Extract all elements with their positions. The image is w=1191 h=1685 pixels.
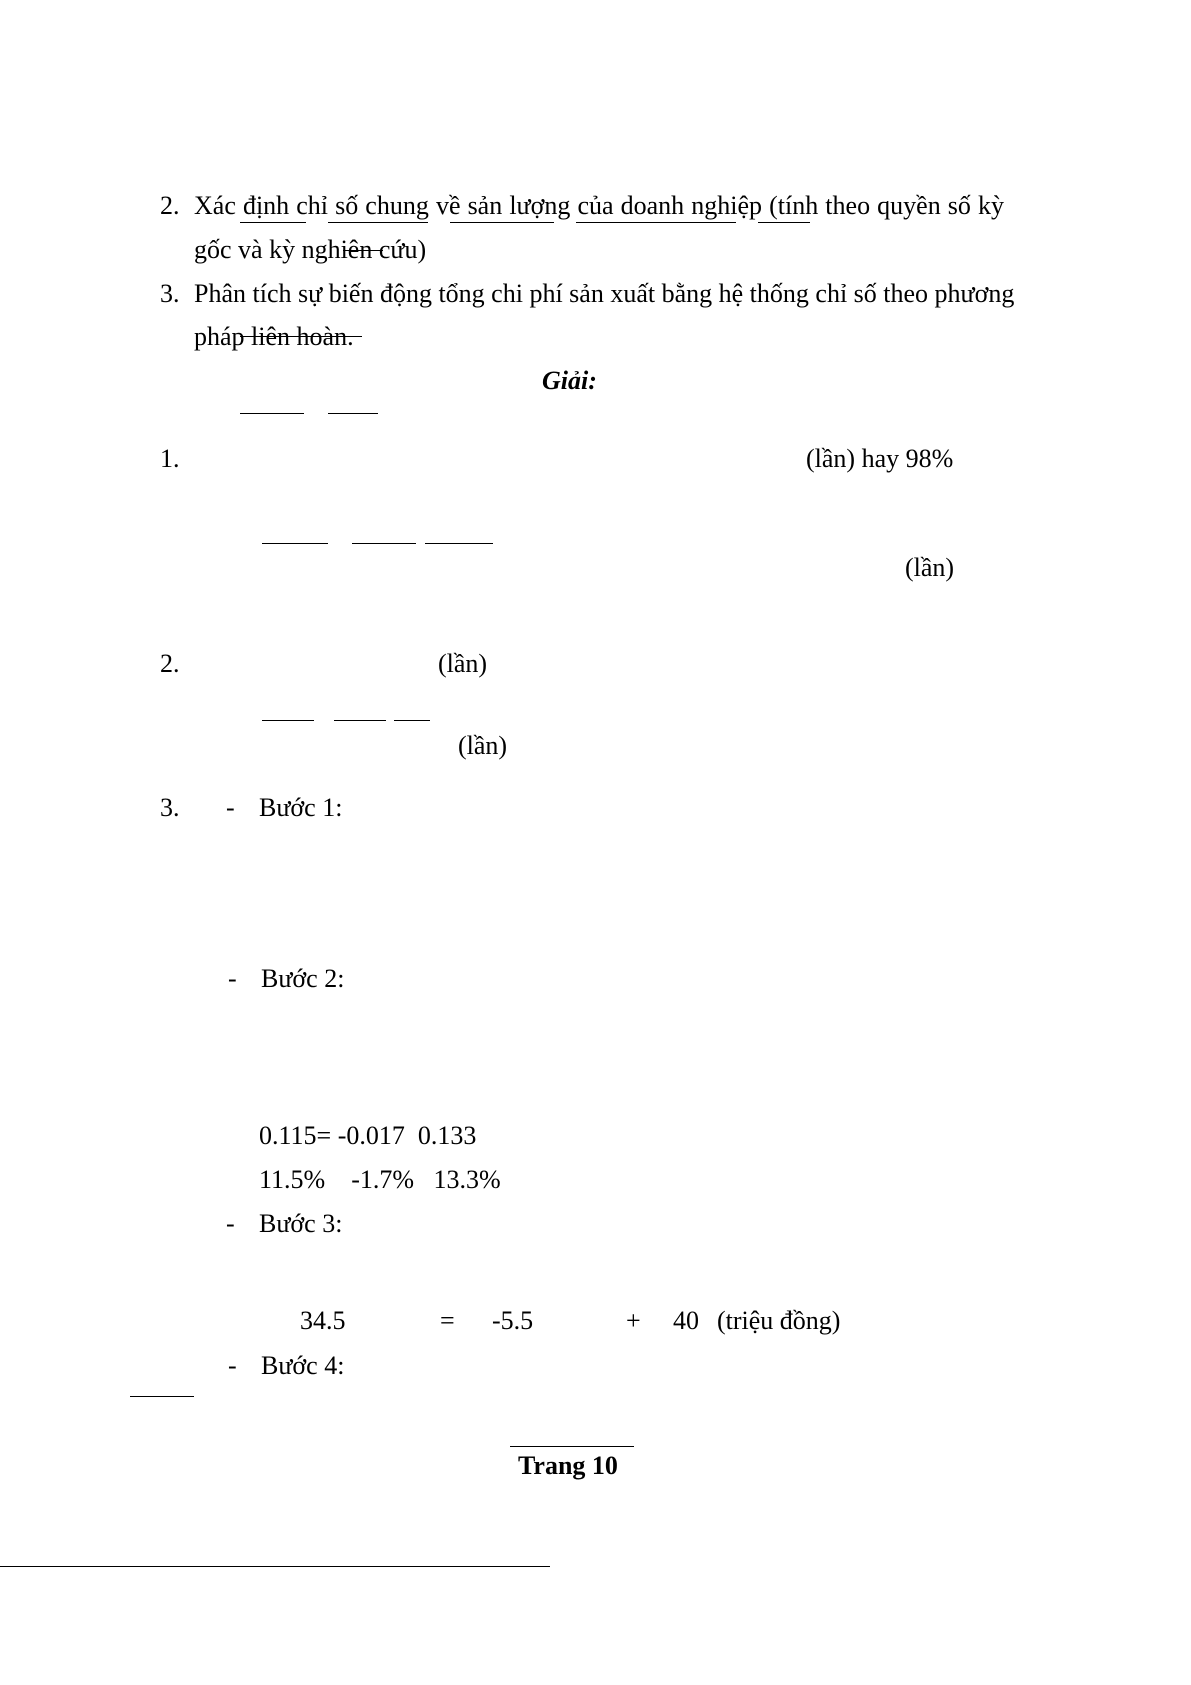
- answer-1-result-2: (lần): [905, 553, 955, 582]
- underline-mark: [758, 222, 810, 223]
- question-3-line-2: pháp liên hoàn.: [194, 322, 354, 351]
- step-3-label: Bước 3:: [259, 1209, 343, 1238]
- step-2-dash: -: [228, 964, 237, 993]
- absolute-plus: +: [626, 1306, 641, 1335]
- fraction-bar: [240, 413, 304, 414]
- fraction-bar: [262, 543, 328, 544]
- bottom-rule: [0, 1566, 550, 1567]
- absolute-unit: (triệu đồng): [717, 1306, 841, 1335]
- question-3-number: 3.: [160, 279, 180, 308]
- fraction-bar: [334, 720, 386, 721]
- step-4-dash: -: [228, 1351, 237, 1380]
- step-2-label: Bước 2:: [261, 964, 345, 993]
- step-1-dash: -: [226, 793, 235, 822]
- page-number: Trang 10: [518, 1451, 618, 1480]
- answer-3-number: 3.: [160, 793, 180, 822]
- absolute-equals: =: [440, 1306, 455, 1335]
- fraction-bar: [394, 720, 430, 721]
- fraction-bar: [352, 543, 416, 544]
- percent-values: 11.5% -1.7% 13.3%: [259, 1165, 501, 1194]
- answer-2-number: 2.: [160, 649, 180, 678]
- absolute-part-2: 40: [673, 1306, 699, 1335]
- question-2-number: 2.: [160, 191, 180, 220]
- strike-mark: [343, 250, 383, 251]
- question-2-line-2: gốc và kỳ nghiên cứu): [194, 235, 427, 264]
- question-2-line-1: Xác định chỉ số chung về sản lượng của doanh nghiệp (tính theo quyền số kỳ: [194, 191, 1004, 220]
- relative-values: 0.115= -0.017 0.133: [259, 1121, 477, 1150]
- answer-1-number: 1.: [160, 444, 180, 473]
- strike-mark: [240, 336, 362, 337]
- absolute-total: 34.5: [300, 1306, 346, 1335]
- fraction-bar: [425, 543, 493, 544]
- fraction-bar: [262, 720, 314, 721]
- absolute-part-1: -5.5: [492, 1306, 534, 1335]
- footer-rule: [510, 1446, 634, 1447]
- answer-2-result-2: (lần): [458, 731, 508, 760]
- underline-mark: [328, 222, 428, 223]
- underline-mark: [576, 222, 736, 223]
- solution-heading: Giải:: [542, 366, 597, 395]
- question-3-line-1: Phân tích sự biến động tổng chi phí sản xuất bằng hệ thống chỉ số theo phương: [194, 279, 1015, 308]
- answer-2-result: (lần): [438, 649, 488, 678]
- fraction-bar: [328, 413, 378, 414]
- underline-mark: [450, 222, 554, 223]
- step-3-dash: -: [226, 1209, 235, 1238]
- step-1-label: Bước 1:: [259, 793, 343, 822]
- fraction-bar: [130, 1396, 194, 1397]
- answer-1-result: (lần) hay 98%: [806, 444, 954, 473]
- underline-mark: [240, 222, 306, 223]
- step-4-label: Bước 4:: [261, 1351, 345, 1380]
